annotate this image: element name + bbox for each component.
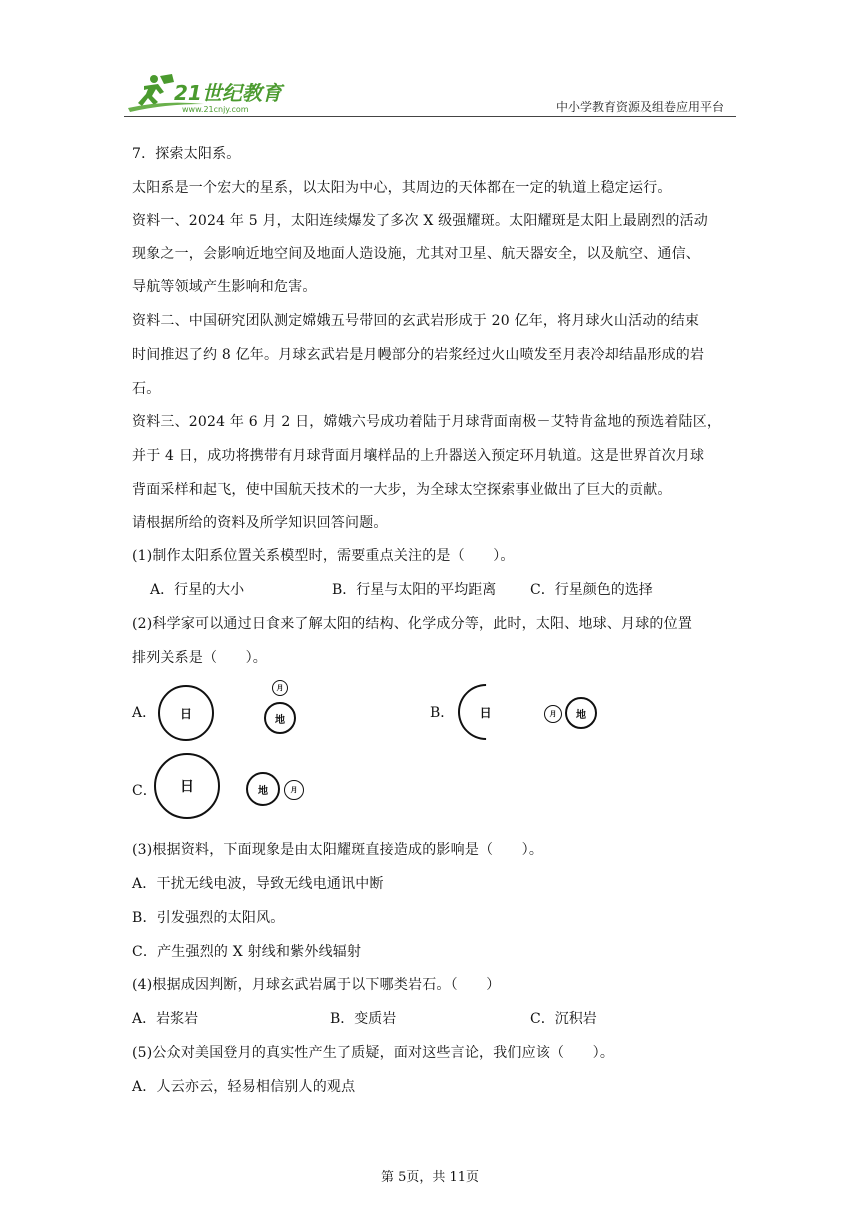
sub1-option-b[interactable]: B．行星与太阳的平均距离 (332, 582, 497, 598)
sub2-option-a-label[interactable]: A． (132, 705, 157, 721)
sub5-stem: (5)公众对美国登月的真实性产生了质疑，面对这些言论，我们应该（ ）。 (132, 1045, 615, 1061)
sub1-option-a[interactable]: A．行星的大小 (150, 582, 245, 598)
sub3-stem: (3)根据资料，下面现象是由太阳耀斑直接造成的影响是（ ）。 (132, 842, 544, 858)
moon-circle-b: 月 (544, 705, 562, 723)
sub2-option-b-label[interactable]: B． (430, 705, 455, 721)
site-logo (124, 70, 294, 116)
page-number: 第 5页，共 11页 (380, 1170, 480, 1185)
sub4-option-b[interactable]: B．变质岩 (330, 1011, 397, 1027)
sun-circle-c: 日 (154, 753, 220, 819)
material3-line: 背面采样和起飞，使中国航天技术的一大步，为全球太空探索事业做出了巨大的贡献。 (132, 482, 672, 498)
sub3-option-b[interactable]: B．引发强烈的太阳风。 (132, 910, 285, 926)
material1-line: 资料一、2024 年 5 月，太阳连续爆发了多次 X 级强耀斑。太阳耀斑是太阳上最剧烈的活动 (132, 213, 708, 229)
material1-line: 现象之一，会影响近地空间及地面人造设施，尤其对卫星、航天器安全，以及航空、通信、 (132, 246, 700, 262)
platform-name: 中小学教育资源及组卷应用平台 (555, 100, 724, 114)
sub3-option-c[interactable]: C．产生强烈的 X 射线和紫外线辐射 (132, 944, 362, 960)
sun-label-b: 日 (479, 705, 493, 720)
sun-circle-b (446, 672, 525, 751)
header-divider (124, 116, 736, 117)
material3-line: 并于 4 日，成功将携带有月球背面月壤样品的上升器送入预定环月轨道。这是世界首次月球 (132, 448, 705, 464)
moon-circle-c: 月 (284, 780, 304, 800)
question-title: 7．探索太阳系。 (132, 146, 241, 162)
logo-url: www.21cnjy.com (182, 105, 249, 114)
sub2-stem-line1: (2)科学家可以通过日食来了解太阳的结构、化学成分等，此时，太阳、地球、月球的位置 (132, 616, 693, 632)
sub1-stem: (1)制作太阳系位置关系模型时，需要重点关注的是（ ）。 (132, 548, 515, 564)
sub5-option-a[interactable]: A．人云亦云，轻易相信别人的观点 (132, 1079, 356, 1095)
instruction: 请根据所给的资料及所学知识回答问题。 (132, 515, 388, 531)
sun-circle-a: 日 (158, 685, 214, 741)
material2-line: 资料二、中国研究团队测定嫦娥五号带回的玄武岩形成于 20 亿年，将月球火山活动的结束 (132, 313, 700, 329)
earth-circle-b: 地 (565, 697, 597, 729)
sub2-stem-line2: 排列关系是（ ）。 (132, 650, 267, 666)
moon-circle-a: 月 (272, 680, 288, 696)
material2-line: 时间推迟了约 8 亿年。月球玄武岩是月幔部分的岩浆经过火山喷发至月表冷却结晶形成的岩 (132, 347, 705, 363)
sub4-option-a[interactable]: A．岩浆岩 (132, 1011, 199, 1027)
earth-circle-c: 地 (246, 772, 280, 806)
earth-circle-a: 地 (264, 702, 296, 734)
sub2-option-c-label[interactable]: C． (132, 783, 157, 799)
sub1-option-c[interactable]: C．行星颜色的选择 (530, 582, 653, 598)
sub4-stem: (4)根据成因判断，月球玄武岩属于以下哪类岩石。（ ） (132, 977, 501, 993)
question-intro: 太阳系是一个宏大的星系，以太阳为中心，其周边的天体都在一定的轨道上稳定运行。 (132, 180, 672, 196)
sub3-option-a[interactable]: A．干扰无线电波，导致无线电通讯中断 (132, 876, 384, 892)
material3-line: 资料三、2024 年 6 月 2 日，嫦娥六号成功着陆于月球背面南极－艾特肯盆地的预选着陆区， (132, 414, 722, 430)
sub4-option-c[interactable]: C．沉积岩 (530, 1011, 597, 1027)
logo-text: 21世纪教育 (174, 81, 282, 105)
material2-line: 石。 (132, 381, 161, 397)
material1-line: 导航等领域产生影响和危害。 (132, 279, 317, 295)
